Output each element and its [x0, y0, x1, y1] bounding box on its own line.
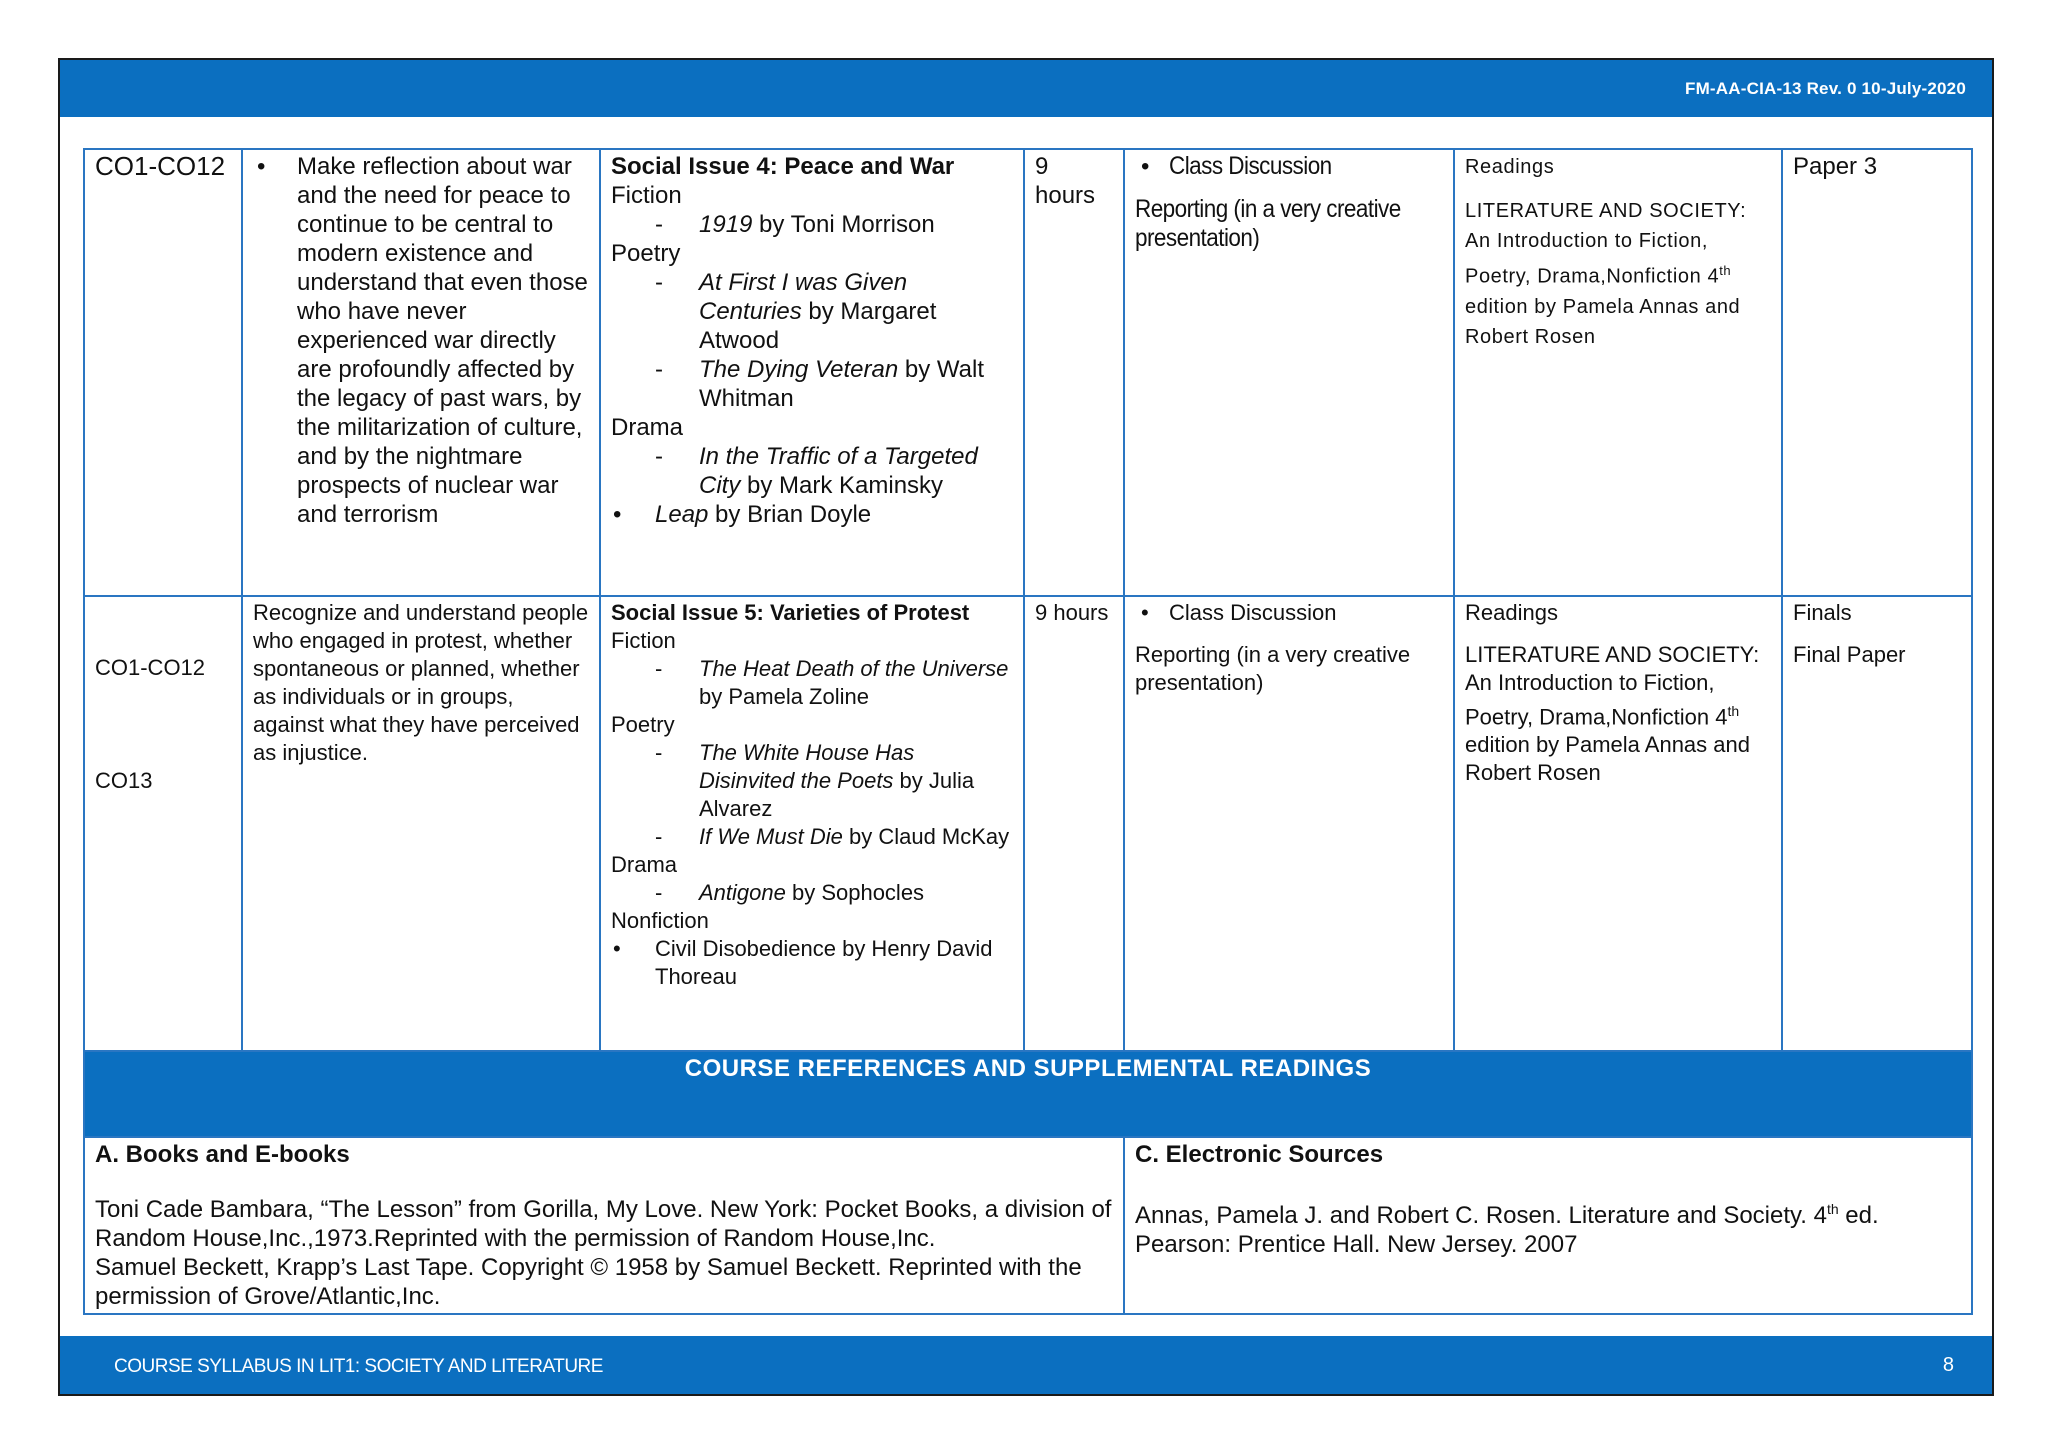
reference-entry: Samuel Beckett, Krapp’s Last Tape. Copyright © 1958 by Samuel Beckett. Reprinted with the permission of Grove/Atlantic,Inc. [95, 1254, 1082, 1310]
list-item: - In the Traffic of a Targeted City by Mark Kaminsky [655, 443, 978, 499]
activity-text: Reporting (in a very creative presentation) [1135, 642, 1411, 695]
nonfiction-label: Nonfiction [611, 908, 709, 933]
footer-title: COURSE SYLLABUS IN LIT1: SOCIETY AND LITERATURE [114, 1356, 603, 1377]
activities-cell [1124, 596, 1454, 1051]
hours-cell [1024, 596, 1124, 1051]
objective-cell [242, 149, 600, 596]
list-item: - Antigone by Sophocles [655, 880, 925, 905]
electronic-cell [1124, 1137, 1972, 1314]
assessment-text: Paper 3 [1793, 153, 1878, 180]
outcomes-cell [84, 149, 242, 596]
objective-text: Recognize and understand people who engaged in protest, whether spontaneous or planned, whether as individuals or in groups, against what they have perceived as injustice. [253, 600, 589, 765]
resources-text: LITERATURE AND SOCIETY: An Introduction to Fiction, Poetry, Drama,Nonfiction 4th edition by Pamela Annas and Robert Rosen [1465, 642, 1760, 786]
assessment-cell [1782, 149, 1972, 596]
outcomes-text: CO13 [95, 768, 153, 793]
outcomes-cell [84, 596, 242, 1051]
list-item: - At First I was Given Centuries by Margaret Atwood [655, 269, 937, 354]
list-item: - 1919 by Toni Morrison [655, 211, 935, 238]
topic-title: Social Issue 5: Varieties of Protest [611, 600, 970, 625]
list-item: • Civil Disobedience by Henry David Thoreau [613, 936, 993, 989]
references-row [84, 1137, 1972, 1314]
books-heading: A. Books and E-books [95, 1141, 350, 1168]
assessment-text: Finals [1793, 600, 1852, 625]
syllabus-table [83, 148, 1973, 1315]
table-row [84, 149, 1972, 596]
assessment-text: Final Paper [1793, 642, 1906, 667]
fiction-label: Fiction [611, 628, 676, 653]
outcomes-text: CO1-CO12 [95, 151, 226, 181]
electronic-heading: C. Electronic Sources [1135, 1141, 1384, 1168]
activity-item: • Class Discussion [1141, 152, 1332, 180]
list-item: - The Heat Death of the Universe by Pamela Zoline [655, 656, 1009, 709]
table-row [84, 596, 1972, 1051]
resources-label: Readings [1465, 156, 1555, 178]
fiction-label: Fiction [611, 182, 682, 209]
topic-cell [600, 149, 1024, 596]
list-item: - The Dying Veteran by Walt Whitman [655, 356, 985, 412]
poetry-label: Poetry [611, 712, 675, 737]
topic-cell [600, 596, 1024, 1051]
page-number: 8 [1942, 1354, 1954, 1376]
header-band [60, 60, 1992, 117]
hours-text: 9 hours [1035, 600, 1109, 625]
drama-label: Drama [611, 414, 684, 441]
drama-label: Drama [611, 852, 678, 877]
outcomes-text: CO1-CO12 [95, 655, 206, 680]
resources-cell [1454, 149, 1782, 596]
list-item: • Leap by Brian Doyle [613, 501, 872, 528]
poetry-label: Poetry [611, 240, 681, 267]
objective-text: • Make reflection about war and the need for peace to continue to be central to modern existence and understand that even those who have never experienced war directly are profoundly affected by the legacy of past wars, by the militarization of culture, and by the nightmare prospects of nuclear war and terrorism [297, 152, 589, 529]
activity-text: Reporting (in a very creative presentation) [1135, 195, 1401, 252]
hours-text: 9 hours [1035, 153, 1096, 209]
hours-cell [1024, 149, 1124, 596]
page-frame [58, 58, 1994, 1396]
resources-text: LITERATURE AND SOCIETY: An Introduction to Fiction, Poetry, Drama,Nonfiction 4th edition by Pamela Annas and Robert Rosen [1465, 200, 1747, 348]
topic-title: Social Issue 4: Peace and War [611, 153, 955, 180]
resources-cell [1454, 596, 1782, 1051]
books-cell [84, 1137, 1124, 1314]
list-item: - If We Must Die by Claud McKay [655, 824, 1010, 849]
objective-cell [242, 596, 600, 1051]
list-item: - The White House Has Disinvited the Poets by Julia Alvarez [655, 740, 975, 821]
reference-entry: Toni Cade Bambara, “The Lesson” from Gorilla, My Love. New York: Pocket Books, a division of Random House,Inc.,1973.Reprinted with the permission of Random House,Inc. [95, 1196, 1112, 1252]
resources-label: Readings [1465, 600, 1558, 625]
footer-band [60, 1336, 1992, 1394]
references-heading: COURSE REFERENCES AND SUPPLEMENTAL READINGS [84, 1051, 1972, 1137]
reference-entry: Annas, Pamela J. and Robert C. Rosen. Literature and Society. 4th ed. Pearson: Prentice Hall. New Jersey. 2007 [1135, 1201, 1879, 1258]
assessment-cell [1782, 596, 1972, 1051]
activity-item: • Class Discussion [1141, 600, 1337, 625]
form-code: FM-AA-CIA-13 Rev. 0 10-July-2020 [1684, 79, 1966, 98]
references-heading-row [84, 1051, 1972, 1137]
activities-cell [1124, 149, 1454, 596]
